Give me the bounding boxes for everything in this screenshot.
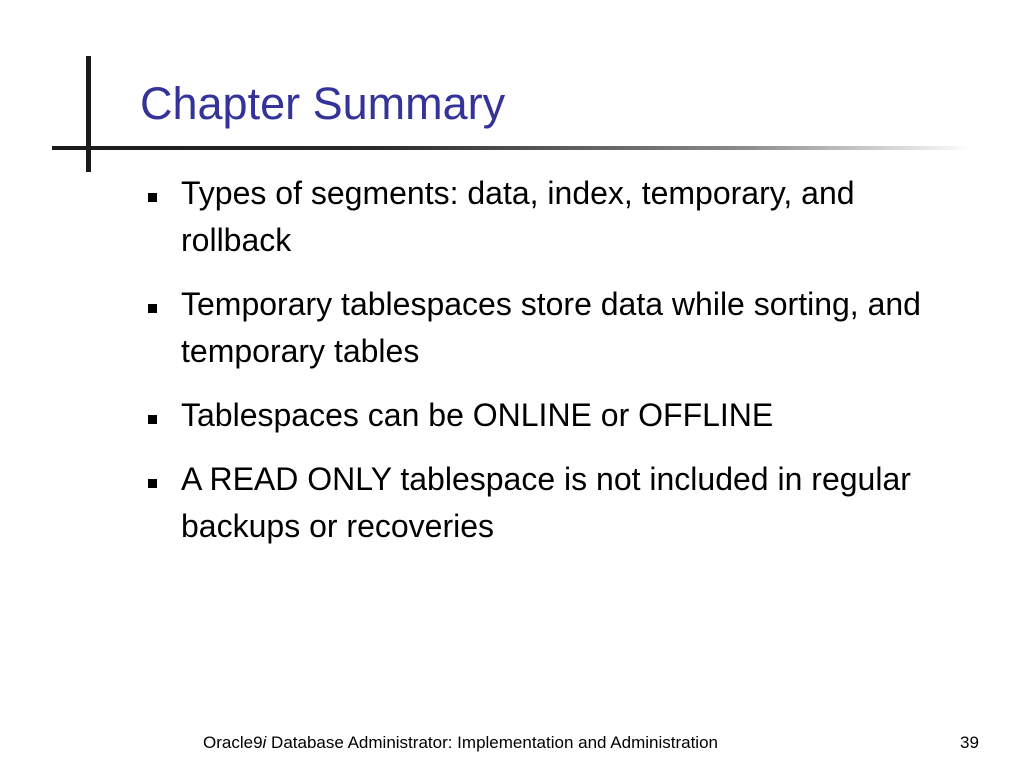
slide-footer xyxy=(0,731,1024,755)
square-bullet-icon xyxy=(148,415,157,424)
bullet-text: A READ ONLY tablespace is not included in regular backups or recoveries xyxy=(181,461,911,544)
bullet-item xyxy=(140,392,970,439)
footer-course-name: Database Administrator: Implementation and Administration xyxy=(266,733,718,752)
square-bullet-icon xyxy=(148,304,157,313)
slide-title: Chapter Summary xyxy=(140,78,506,129)
bullet-item xyxy=(140,456,970,550)
square-bullet-icon xyxy=(148,479,157,488)
bullet-item xyxy=(140,170,970,264)
decorative-horizontal-line xyxy=(52,146,972,150)
page-number: 39 xyxy=(960,733,979,752)
bullet-item xyxy=(140,281,970,375)
footer-product-suffix: i xyxy=(262,733,267,752)
bullet-text: Types of segments: data, index, temporary, and rollback xyxy=(181,175,855,258)
bullet-text: Temporary tablespaces store data while sorting, and temporary tables xyxy=(181,286,921,369)
footer-course-title xyxy=(203,731,718,755)
decorative-vertical-line xyxy=(86,56,91,172)
bullet-list xyxy=(140,170,970,567)
bullet-text: Tablespaces can be ONLINE or OFFLINE xyxy=(181,397,774,433)
footer-product-prefix: Oracle9 xyxy=(203,733,263,752)
square-bullet-icon xyxy=(148,193,157,202)
